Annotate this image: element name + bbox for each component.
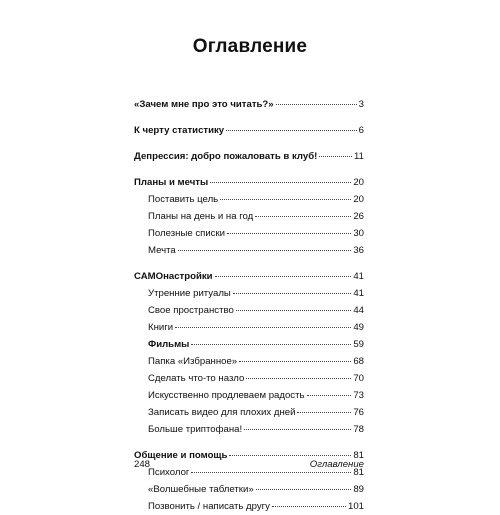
toc-entry-page: 20 (353, 177, 364, 188)
toc-entry-page: 6 (358, 125, 364, 136)
toc-chapter[interactable] (134, 148, 364, 165)
toc-entry-label: Папка «Избранное» (148, 356, 238, 367)
toc-entry-label: Полезные списки (148, 228, 226, 239)
page-number: 248 (134, 459, 151, 470)
toc-group-spacer (134, 113, 364, 122)
toc-entry-page: 41 (353, 288, 364, 299)
toc-entry-label: Больше триптофана! (148, 424, 243, 435)
toc-chapter[interactable] (134, 174, 364, 191)
toc-entry-page: 89 (353, 484, 364, 495)
toc-entry-label: «Зачем мне про это читать?» (134, 99, 274, 110)
toc-subentry[interactable] (134, 285, 364, 302)
toc-subentry[interactable] (134, 421, 364, 438)
toc-entry-label: Утренние ритуалы (148, 288, 231, 299)
toc-entry-label: Фильмы (148, 339, 190, 350)
dot-leader (229, 455, 351, 456)
table-of-contents (134, 96, 364, 515)
toc-group-spacer (134, 165, 364, 174)
toc-entry-label: Планы и мечты (134, 177, 209, 188)
toc-entry-page: 68 (353, 356, 364, 367)
toc-subentry[interactable] (134, 387, 364, 404)
toc-entry-label: Позвонить / написать другу (148, 501, 270, 512)
toc-subentry[interactable] (134, 353, 364, 370)
toc-subentry[interactable] (134, 191, 364, 208)
toc-chapter[interactable] (134, 268, 364, 285)
page-title: Оглавление (192, 36, 308, 57)
toc-entry-label: Депрессия: добро пожаловать в клуб! (134, 151, 318, 162)
toc-entry-label: Психолог (148, 467, 190, 478)
dot-leader (276, 104, 357, 105)
toc-subentry[interactable] (134, 319, 364, 336)
toc-entry-page: 101 (347, 501, 364, 512)
toc-subentry[interactable] (134, 225, 364, 242)
toc-entry-page: 81 (353, 467, 364, 478)
toc-subentry[interactable] (134, 481, 364, 498)
running-title: Оглавление (309, 459, 364, 470)
toc-chapter[interactable] (134, 122, 364, 139)
toc-subentry[interactable] (134, 498, 364, 515)
toc-entry-page: 59 (353, 339, 364, 350)
dot-leader (244, 429, 351, 430)
toc-entry-label: «Волшебные таблетки» (148, 484, 254, 495)
toc-subentry[interactable] (134, 208, 364, 225)
dot-leader (297, 412, 351, 413)
dot-leader (191, 472, 351, 473)
dot-leader (256, 489, 352, 490)
toc-entry-page: 3 (358, 99, 364, 110)
dot-leader (272, 506, 346, 507)
dot-leader (220, 199, 351, 200)
toc-group-spacer (134, 259, 364, 268)
dot-leader (239, 361, 351, 362)
toc-entry-label: Планы на день и на год (148, 211, 254, 222)
dot-leader (233, 293, 351, 294)
toc-subentry[interactable] (134, 242, 364, 259)
toc-entry-page: 49 (353, 322, 364, 333)
dot-leader (210, 182, 351, 183)
toc-entry-label: Книги (148, 322, 174, 333)
toc-entry-page: 44 (353, 305, 364, 316)
toc-entry-page: 70 (353, 373, 364, 384)
dot-leader (191, 344, 351, 345)
toc-entry-page: 73 (353, 390, 364, 401)
toc-entry-page: 81 (353, 450, 364, 461)
toc-entry-label: САМОнастройки (134, 271, 213, 282)
toc-entry-label: Сделать что-то назло (148, 373, 245, 384)
toc-entry-page: 30 (353, 228, 364, 239)
dot-leader (178, 250, 352, 251)
toc-entry-label: К черту статистику (134, 125, 225, 136)
toc-entry-page: 76 (353, 407, 364, 418)
dot-leader (246, 378, 351, 379)
toc-subentry[interactable] (134, 370, 364, 387)
toc-subentry[interactable] (134, 336, 364, 353)
toc-entry-page: 41 (353, 271, 364, 282)
dot-leader (226, 130, 357, 131)
toc-entry-page: 78 (353, 424, 364, 435)
toc-entry-page: 20 (353, 194, 364, 205)
dot-leader (227, 233, 351, 234)
dot-leader (255, 216, 351, 217)
dot-leader (319, 156, 352, 157)
dot-leader (175, 327, 351, 328)
toc-entry-label: Свое пространство (148, 305, 234, 316)
dot-leader (236, 310, 352, 311)
toc-entry-page: 11 (354, 151, 364, 162)
toc-subentry[interactable] (134, 404, 364, 421)
dot-leader (215, 276, 352, 277)
toc-entry-label: Общение и помощь (134, 450, 228, 461)
toc-entry-label: Мечта (148, 245, 176, 256)
toc-entry-label: Поставить цель (148, 194, 219, 205)
toc-entry-page: 26 (353, 211, 364, 222)
toc-group-spacer (134, 438, 364, 447)
toc-group-spacer (134, 139, 364, 148)
toc-subentry[interactable] (134, 302, 364, 319)
toc-chapter[interactable] (134, 96, 364, 113)
toc-entry-page: 36 (353, 245, 364, 256)
dot-leader (307, 395, 352, 396)
toc-entry-label: Записать видео для плохих дней (148, 407, 296, 418)
toc-entry-label: Искусственно продлеваем радость (148, 390, 305, 401)
